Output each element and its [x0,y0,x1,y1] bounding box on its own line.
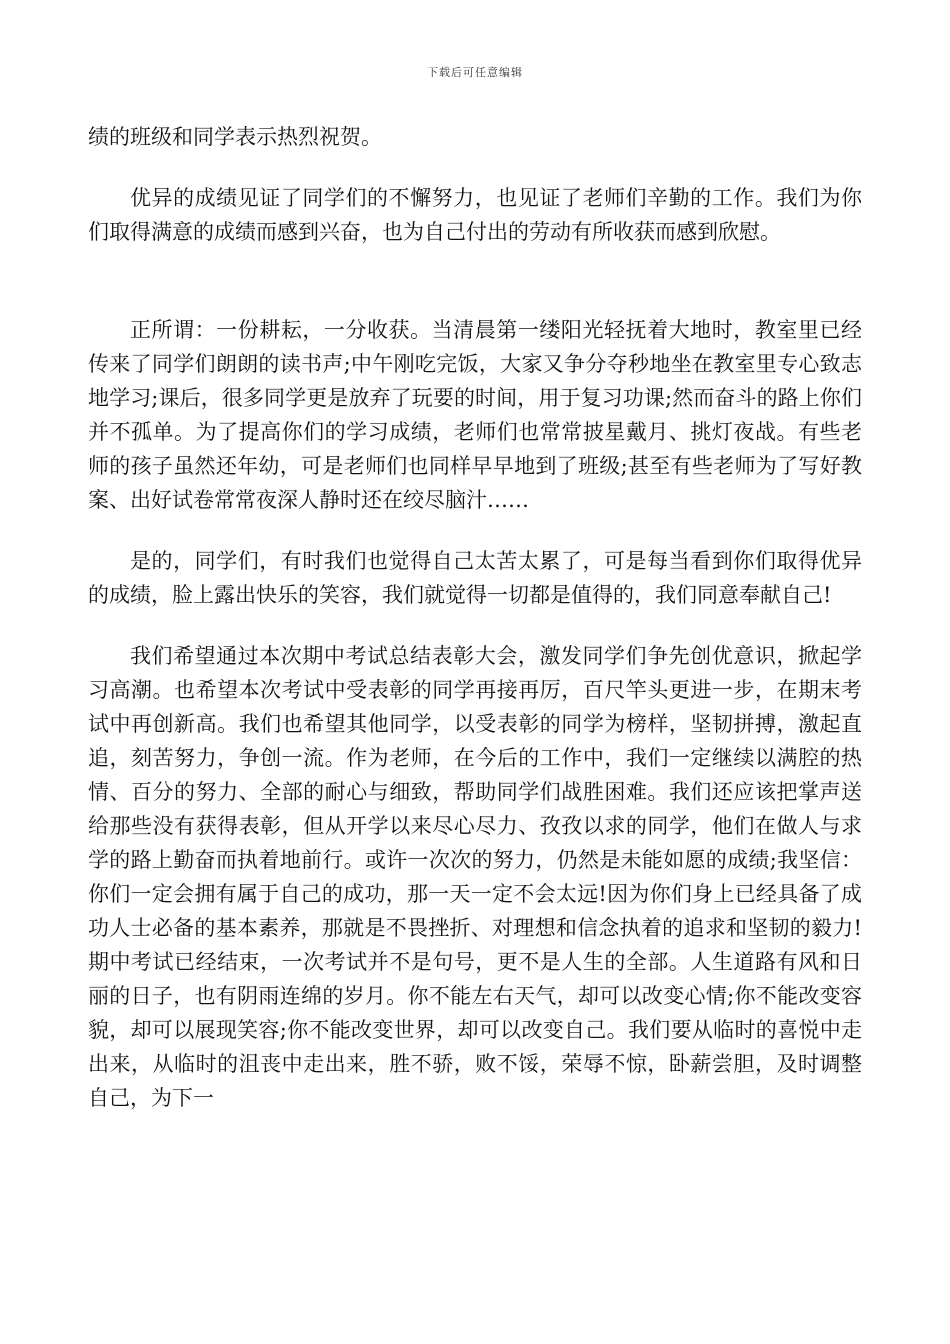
paragraph-continuation: 绩的班级和同学表示热烈祝贺。 [88,125,382,149]
paragraph-effort: 正所谓：一份耕耘，一分收获。当清晨第一缕阳光轻抚着大地时，教室里已经传来了同学们朗朗的读书声;中午刚吃完饭，大家又争分夺秒地坐在教室里专心致志地学习;课后，很多同学更是放弃了玩要的时间，用于复习功课;然而奋斗的路上你们并不孤单。为了提高你们的学习成绩，老师们也常常披星戴月、挑灯夜战。有些老师的孩子虽然还年幼，可是老师们也同样早早地到了班级;甚至有些老师为了写好教案、出好试卷常常夜深人静时还在绞尽脑汁…… [88,318,862,512]
document-body [88,120,904,1115]
page-header-note: 下载后可任意编辑 [427,66,523,79]
paragraph-hope: 我们希望通过本次期中考试总结表彰大会，激发同学们争先创优意识，掀起学习高潮。也希望本次考试中受表彰的同学再接再厉，百尺竿头更进一步，在期末考试中再创新高。我们也希望其他同学，以受表彰的同学为榜样，坚韧拼搏，激起直追，刻苦努力，争创一流。作为老师，在今后的工作中，我们一定继续以满腔的热情、百分的努力、全部的耐心与细致，帮助同学们战胜困难。我们还应该把掌声送给那些没有获得表彰，但从开学以来尽心尽力、孜孜以求的同学，他们在做人与求学的路上勤奋而执着地前行。或许一次次的努力，仍然是未能如愿的成绩;我坚信：你们一定会拥有属于自己的成功，那一天一定不会太远!因为你们身上已经具备了成功人士必备的基本素养，那就是不畏挫折、对理想和信念执着的追求和坚韧的毅力! 期中考试已经结束，一次考试并不是句号，更不是人生的全部。人生道路有风和日丽的日子，也有阴雨连绵的岁月。你不能左右天气，却可以改变心情;你不能改变容貌，却可以展现笑容;你不能改变世界，却可以改变自己。我们要从临时的喜悦中走出来，从临时的沮丧中走出来，胜不骄，败不馁，荣辱不惊，卧薪尝胆，及时调整自己，为下一 [88,644,904,1110]
paragraph-dedication: 是的，同学们，有时我们也觉得自己太苦太累了，可是每当看到你们取得优异的成绩，脸上露出快乐的笑容，我们就觉得一切都是值得的，我们同意奉献自己! [88,549,862,607]
paragraph-achievement: 优异的成绩见证了同学们的不懈努力，也见证了老师们辛勤的工作。我们为你们取得满意的成绩而感到兴奋，也为自己付出的劳动有所收获而感到欣慰。 [88,186,862,244]
